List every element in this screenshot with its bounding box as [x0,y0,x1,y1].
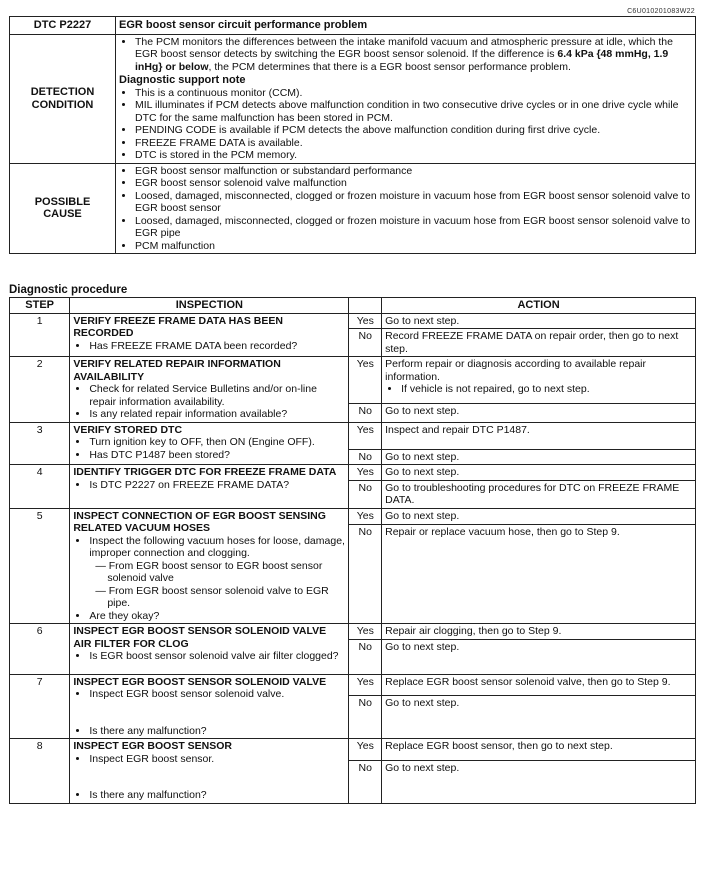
header-yes-no [349,298,382,314]
yes-action: Replace EGR boost sensor, then go to next step. [382,739,696,761]
procedure-header-row [10,298,696,314]
support-note: • MIL illuminates if PCM detects above malfunction condition in two consecutive drive cycles or in one drive cycle while DTC for the same malfunction has been stored in PCM. [135,99,692,124]
cause-item: • EGR boost sensor malfunction or substandard performance [135,165,692,178]
no-label: No [349,329,382,357]
step-title: VERIFY STORED DTC [73,423,183,436]
step-bullet: • Inspect the following vacuum hoses for loose, damage, improper connection and clogging. [89,535,345,560]
header-inspection: INSPECTION [70,298,349,314]
no-label: No [349,696,382,739]
step-title: VERIFY RELATED REPAIR INFORMATION AVAILABILITY [73,358,281,383]
step-title: VERIFY FREEZE FRAME DATA HAS BEEN RECORDED [73,314,283,339]
step-number: 8 [10,739,70,804]
step-inspection [70,739,349,804]
step-title: INSPECT CONNECTION OF EGR BOOST SENSING RELATED VACUUM HOSES [73,509,326,534]
step-row [10,674,696,696]
yes-action: Replace EGR boost sensor solenoid valve, then go to Step 9. [382,674,696,696]
detection-label-line1: DETECTION [30,86,95,98]
yes-action: Inspect and repair DTC P1487. [382,422,696,449]
step-row [10,313,696,329]
support-notes-list [119,87,692,162]
causes-list [119,165,692,253]
step-inspection [70,508,349,624]
step-row [10,465,696,481]
yes-action-text: Perform repair or diagnosis according to available repair information. [385,358,646,383]
step-inspection [70,313,349,357]
step-title: INSPECT EGR BOOST SENSOR SOLENOID VALVE [73,675,327,688]
hose-sub-item: — From EGR boost sensor solenoid valve to EGR pipe. [95,584,329,609]
header-action: ACTION [382,298,696,314]
step-bullet: • Is there any malfunction? [89,789,345,802]
step-inspection [70,357,349,423]
yes-action: Go to next step. [382,508,696,525]
step-row [10,422,696,449]
document-code: C6U010201083W22 [627,8,695,15]
yes-label: Yes [349,465,382,481]
support-note-title: Diagnostic support note [119,74,246,86]
yes-action: Repair air clogging, then go to Step 9. [382,624,696,640]
cause-item: • EGR boost sensor solenoid valve malfunction [135,177,692,190]
dtc-title: EGR boost sensor circuit performance problem [116,17,696,35]
hose-sub-list [73,560,345,610]
detection-text-post: , the PCM determines that there is a EGR boost sensor performance problem. [208,60,571,73]
step-inspection [70,624,349,675]
detection-label-line2: CONDITION [31,98,94,111]
step-bullet: • Has FREEZE FRAME DATA been recorded? [89,340,345,353]
yes-label: Yes [349,508,382,525]
step-bullet: • Turn ignition key to OFF, then ON (Engine OFF). [89,436,345,449]
hose-sub-item: — From EGR boost sensor to EGR boost sensor solenoid valve [95,559,323,584]
possible-cause-content [116,163,696,254]
step-number: 3 [10,422,70,465]
no-label: No [349,639,382,674]
no-action: Go to next step. [382,639,696,674]
no-action: Go to next step. [382,404,696,422]
possible-cause-label [10,163,116,254]
step-number: 2 [10,357,70,423]
yes-label: Yes [349,674,382,696]
step-number: 7 [10,674,70,739]
dtc-code: DTC P2227 [10,17,116,35]
no-label: No [349,404,382,422]
step-title: INSPECT EGR BOOST SENSOR SOLENOID VALVE AIR FILTER FOR CLOG [73,625,327,650]
step-bullet: • Is there any malfunction? [89,725,345,738]
no-label: No [349,525,382,624]
step-bullet: • Inspect EGR boost sensor. [89,753,345,766]
detection-text-pre: The PCM monitors the differences between the intake manifold vacuum and atmospheric pressure at idle, which the EGR boost sensor detects by switching the EGR boost sensor solenoid. If the difference is [135,35,673,60]
step-row [10,357,696,404]
step-row [10,508,696,525]
step-bullet: • Is DTC P2227 on FREEZE FRAME DATA? [89,479,345,492]
support-note: • FREEZE FRAME DATA is available. [135,137,692,150]
no-action: Go to next step. [382,760,696,803]
support-note: • This is a continuous monitor (CCM). [135,87,692,100]
yes-action: Go to next step. [382,313,696,329]
no-action: Record FREEZE FRAME DATA on repair order, then go to next step. [382,329,696,357]
yes-action-sub: • If vehicle is not repaired, go to next step. [401,383,692,396]
step-number: 4 [10,465,70,509]
step-number: 5 [10,508,70,624]
step-inspection [70,674,349,739]
yes-label: Yes [349,624,382,640]
step-bullet: • Is any related repair information available? [89,408,345,421]
support-note: • DTC is stored in the PCM memory. [135,149,692,162]
procedure-title: Diagnostic procedure [9,284,128,296]
step-row [10,739,696,761]
yes-label: Yes [349,313,382,329]
step-number: 6 [10,624,70,675]
step-inspection [70,422,349,465]
detection-condition-label [10,34,116,163]
step-number: 1 [10,313,70,357]
yes-action: Go to next step. [382,465,696,481]
no-action: Repair or replace vacuum hose, then go to Step 9. [382,525,696,624]
yes-label: Yes [349,357,382,404]
detection-condition-content [116,34,696,163]
header-step: STEP [10,298,70,314]
step-bullet: • Check for related Service Bulletins and/or on-line repair information availability. [89,383,345,408]
step-bullet: • Is EGR boost sensor solenoid valve air filter clogged? [89,650,345,663]
no-label: No [349,449,382,465]
yes-label: Yes [349,739,382,761]
detection-main-text [135,36,692,74]
step-bullet: • Inspect EGR boost sensor solenoid valve. [89,688,345,701]
step-title: INSPECT EGR BOOST SENSOR [73,740,233,752]
cause-item: • Loosed, damaged, misconnected, clogged or frozen moisture in vacuum hose from EGR boost sensor solenoid valve to EGR boost sensor [135,190,692,215]
no-label: No [349,480,382,508]
yes-action [382,357,696,404]
step-inspection [70,465,349,509]
no-label: No [349,760,382,803]
no-action: Go to next step. [382,449,696,465]
dtc-summary-table [9,16,696,254]
step-bullet: • Are they okay? [89,610,345,623]
detection-threshold: 6.4 kPa {48 mmHg, 1.9 inHg} or below [135,48,669,73]
step-row [10,624,696,640]
cause-item: • PCM malfunction [135,240,692,253]
diagnostic-procedure-table [9,297,696,804]
support-note: • PENDING CODE is available if PCM detects the above malfunction condition during first drive cycle. [135,124,692,137]
cause-label-line2: CAUSE [43,208,82,221]
cause-label-line1: POSSIBLE [34,195,91,208]
cause-item: • Loosed, damaged, misconnected, clogged or frozen moisture in vacuum hose from EGR boost sensor solenoid valve to EGR pipe [135,215,692,240]
no-action: Go to troubleshooting procedures for DTC on FREEZE FRAME DATA. [382,480,696,508]
yes-label: Yes [349,422,382,449]
no-action: Go to next step. [382,696,696,739]
step-title: IDENTIFY TRIGGER DTC FOR FREEZE FRAME DATA [73,466,337,478]
step-bullet: • Has DTC P1487 been stored? [89,449,345,462]
